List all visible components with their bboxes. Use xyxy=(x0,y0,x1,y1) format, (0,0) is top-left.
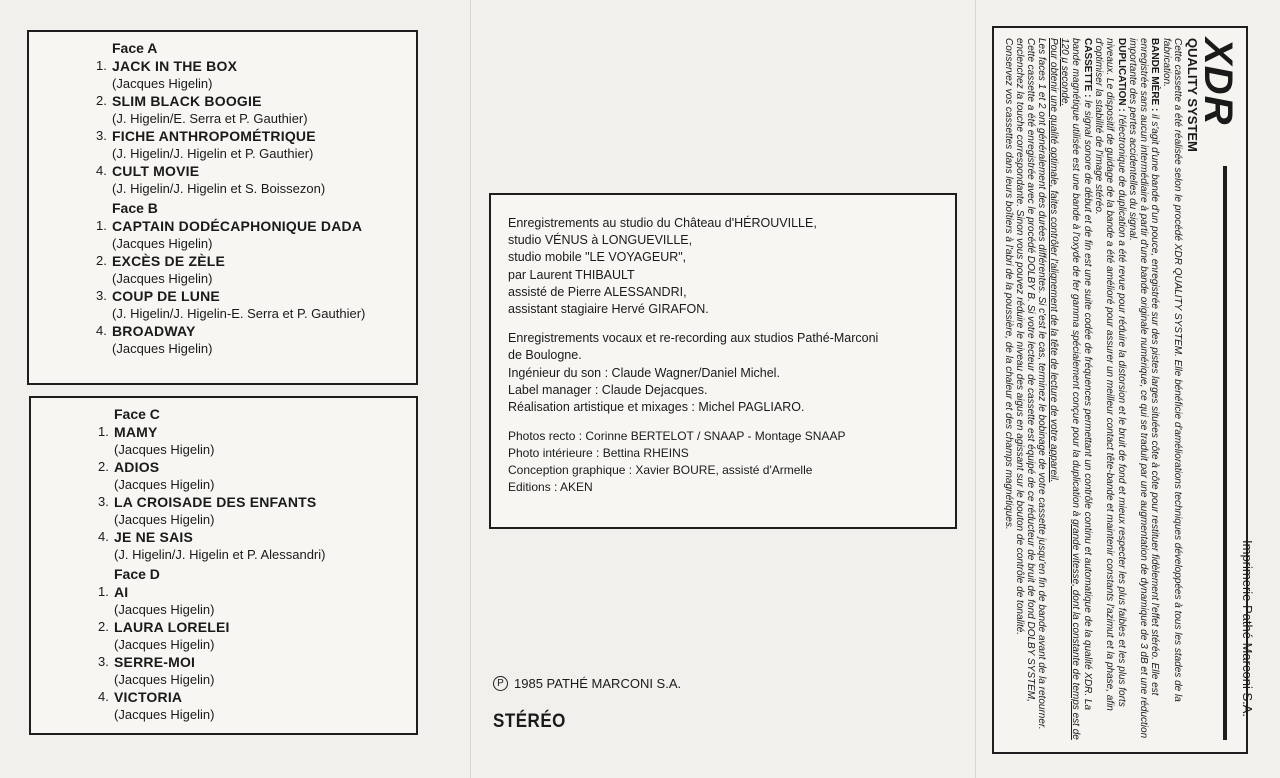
credit-line: Enregistrements vocaux et re-recording aux studios Pathé-Marconi xyxy=(508,331,879,346)
track-item xyxy=(98,528,406,563)
track-credit: ( Jacques Higelin ) xyxy=(112,235,406,252)
xdr-text-bande: il s'agit d'une bande d'un pouce, enregistrée sur des pistes larges situées côte à côte pour restituer fidèlement l'effet stéréo. Elle est enregistrée sans aucun intermédiaire à partir d'une bande originale numérique, ce qui se traduit par une augmentation de dynamique de 3 dB et une réduction importante des pertes accidentelles du signal. xyxy=(1126,38,1161,739)
xdr-text-faces: Les faces 1 et 2 ont généralement des durées différentes. Si c'est le cas, terminez le bobinage de votre cassette jusqu'en fin de bande avant de la retourner. Cette cassette a été enregistrée avec le procédé DOLBY B. Si votre lecteur de cassette est équipé de ce réducteur de bruit de fond DOLBY SYSTEM, enclenchez la touche correspondante. Sinon vous pouvez réduire le niveau des aigus en agissant sur le bouton de contrôle de tonalité. xyxy=(1013,38,1048,730)
stereo-label: STÉRÉO xyxy=(493,709,566,732)
xdr-text-duplication: l'électronique de duplication a été revue pour réduire la distorsion et le bruit de fond et mieux respecter les plus faibles et les plus forts niveaux. Le dispositif de guidage de la bande a été amélioré pour assurer un meilleur contact tête-bande et maintenir constants l'azimut et la phase, afin d'optimiser la stabilité de l'image stéréo. xyxy=(1092,38,1127,711)
credit-line: studio mobile "LE VOYAGEUR", xyxy=(508,250,687,265)
credit-line: Editions : AKEN xyxy=(508,479,593,494)
track-item xyxy=(96,217,406,252)
track-credit: ( Jacques Higelin ) xyxy=(112,270,406,287)
track-item xyxy=(96,162,406,197)
track-number: 4. xyxy=(98,689,109,704)
copyright-text: 1985 PATHÉ MARCONI S.A. xyxy=(514,676,682,691)
xdr-text-underlined: grande vitesse, dont la constante de temps est de 120 μ seconde. xyxy=(1059,38,1082,740)
track-title: SERRE-MOI xyxy=(114,654,196,670)
xdr-rule xyxy=(1223,166,1227,740)
credit-line: Conception graphique : Xavier BOURE, assisté d'Armelle xyxy=(508,462,813,477)
track-title: MAMY xyxy=(114,424,158,440)
track-number: 1. xyxy=(98,424,109,439)
track-credit: ( Jacques Higelin ) xyxy=(112,75,406,92)
tracklist-box-ab xyxy=(27,30,418,385)
credit-line: par Laurent THIBAULT xyxy=(508,267,635,282)
track-title: JACK IN THE BOX xyxy=(112,58,238,74)
track-credit: ( J. Higelin/J. Higelin et S. Boissezon ) xyxy=(112,180,406,197)
track-title: COUP DE LUNE xyxy=(112,288,220,304)
track-credit: ( Jacques Higelin ) xyxy=(114,706,406,723)
track-title: JE NE SAIS xyxy=(114,529,194,545)
track-credit: ( J. Higelin/J. Higelin et P. Alessandri ) xyxy=(114,546,406,563)
track-number: 3. xyxy=(96,288,107,303)
xdr-label-bande: BANDE MÈRE : xyxy=(1149,38,1161,112)
credits-box xyxy=(489,193,957,529)
face-label: Face A xyxy=(112,40,158,56)
credit-line: assisté de Pierre ALESSANDRI, xyxy=(508,284,687,299)
track-credit: ( J. Higelin/E. Serra et P. Gauthier ) xyxy=(112,110,406,127)
xdr-label-duplication: DUPLICATION : xyxy=(1115,38,1127,112)
track-item xyxy=(96,322,406,357)
track-title: EXCÈS DE ZÈLE xyxy=(112,253,226,269)
track-credit: ( Jacques Higelin ) xyxy=(114,476,406,493)
track-number: 3. xyxy=(98,654,109,669)
face-label: Face B xyxy=(112,200,158,216)
printer-credit: Imprimerie Pathé Marconi S.A. xyxy=(1240,540,1255,718)
credit-line: Label manager : Claude Dejacques. xyxy=(508,382,708,397)
copyright-line xyxy=(493,676,681,691)
tracklist-ab xyxy=(67,40,406,357)
track-credit: ( J. Higelin/J. Higelin-E. Serra et P. Gauthier ) xyxy=(112,305,406,322)
xdr-text-alignment: Pour obtenir une qualité optimale, faites contrôler l'alignement de la tête de lecture de votre appareil. xyxy=(1047,38,1059,483)
track-item xyxy=(96,92,406,127)
xdr-intro: Cette cassette a été réalisée selon le procédé XDR QUALITY SYSTEM. Elle bénéficie d'améliorations techniques développées à tous les stades de la fabrication. xyxy=(1160,38,1183,702)
phonogram-symbol: P xyxy=(493,676,508,691)
credit-line: Enregistrements au studio du Château d'HÉROUVILLE, xyxy=(508,216,817,230)
credits-photos xyxy=(508,428,955,495)
track-number: 4. xyxy=(96,323,107,338)
xdr-panel xyxy=(992,26,1248,754)
fold-line xyxy=(470,0,471,778)
track-number: 3. xyxy=(96,128,107,143)
credit-line: Ingénieur du son : Claude Wagner/Daniel Michel. xyxy=(508,365,780,380)
credits-recording xyxy=(508,215,955,318)
track-credit: ( Jacques Higelin ) xyxy=(112,340,406,357)
track-item xyxy=(98,493,406,528)
credit-line: studio VÉNUS à LONGUEVILLE, xyxy=(508,233,693,248)
track-number: 1. xyxy=(98,584,109,599)
track-number: 2. xyxy=(96,253,107,268)
xdr-text-cassette: le signal sonore de début et de fin est une suite codée de fréquences permettant un contrôle continu et automatique de la qualité XDR. La bande magnétique utilisée est une bande à l'oxyde de fer gamma spécialement conçue pour la duplication à xyxy=(1070,38,1093,711)
tracklist-box-cd xyxy=(29,396,418,735)
xdr-subtitle: QUALITY SYSTEM xyxy=(1185,38,1200,152)
credit-line: Photo intérieure : Bettina RHEINS xyxy=(508,446,689,461)
track-title: SLIM BLACK BOOGIE xyxy=(112,93,262,109)
track-number: 2. xyxy=(96,93,107,108)
track-item xyxy=(98,458,406,493)
credit-line: Photos recto : Corinne BERTELOT / SNAAP - Montage SNAAP xyxy=(508,429,846,444)
track-title: FICHE ANTHROPOMÉTRIQUE xyxy=(112,128,316,144)
credit-line: de Boulogne. xyxy=(508,348,582,363)
track-title: LAURA LORELEI xyxy=(114,619,230,635)
credit-line: Réalisation artistique et mixages : Michel PAGLIARO. xyxy=(508,400,805,415)
track-item xyxy=(98,688,406,723)
xdr-body xyxy=(1002,38,1183,740)
track-number: 4. xyxy=(98,529,109,544)
track-title: BROADWAY xyxy=(112,323,196,339)
face-label: Face D xyxy=(114,566,160,582)
tracklist-cd xyxy=(69,406,406,723)
face-label: Face C xyxy=(114,406,160,422)
track-title: VICTORIA xyxy=(114,689,183,705)
track-number: 4. xyxy=(96,163,107,178)
track-number: 1. xyxy=(96,218,107,233)
track-item xyxy=(96,127,406,162)
track-item xyxy=(96,287,406,322)
credit-line: assistant stagiaire Hervé GIRAFON. xyxy=(508,302,709,317)
track-number: 2. xyxy=(98,619,109,634)
xdr-text-storage: Conservez vos cassettes dans leurs boîtiers à l'abri de la poussière, de la chaleur et des champs magnétiques. xyxy=(1002,38,1014,530)
track-number: 2. xyxy=(98,459,109,474)
track-number: 1. xyxy=(96,58,107,73)
track-title: AI xyxy=(114,584,129,600)
xdr-label-cassette: CASSETTE : xyxy=(1081,38,1093,98)
track-credit: ( Jacques Higelin ) xyxy=(114,441,406,458)
track-item xyxy=(98,583,406,618)
xdr-logo: XDR xyxy=(1196,38,1240,126)
credits-vocals xyxy=(508,330,955,416)
track-item xyxy=(98,618,406,653)
track-credit: ( Jacques Higelin ) xyxy=(114,671,406,688)
track-number: 3. xyxy=(98,494,109,509)
track-credit: ( Jacques Higelin ) xyxy=(114,511,406,528)
track-item xyxy=(98,653,406,688)
fold-line xyxy=(975,0,976,778)
track-credit: ( Jacques Higelin ) xyxy=(114,601,406,618)
track-title: ADIOS xyxy=(114,459,160,475)
track-title: CAPTAIN DODÉCAPHONIQUE DADA xyxy=(112,218,363,234)
track-item xyxy=(96,57,406,92)
track-credit: ( J. Higelin/J. Higelin et P. Gauthier ) xyxy=(112,145,406,162)
track-credit: ( Jacques Higelin ) xyxy=(114,636,406,653)
track-title: CULT MOVIE xyxy=(112,163,200,179)
track-item xyxy=(98,423,406,458)
track-item xyxy=(96,252,406,287)
track-title: LA CROISADE DES ENFANTS xyxy=(114,494,317,510)
